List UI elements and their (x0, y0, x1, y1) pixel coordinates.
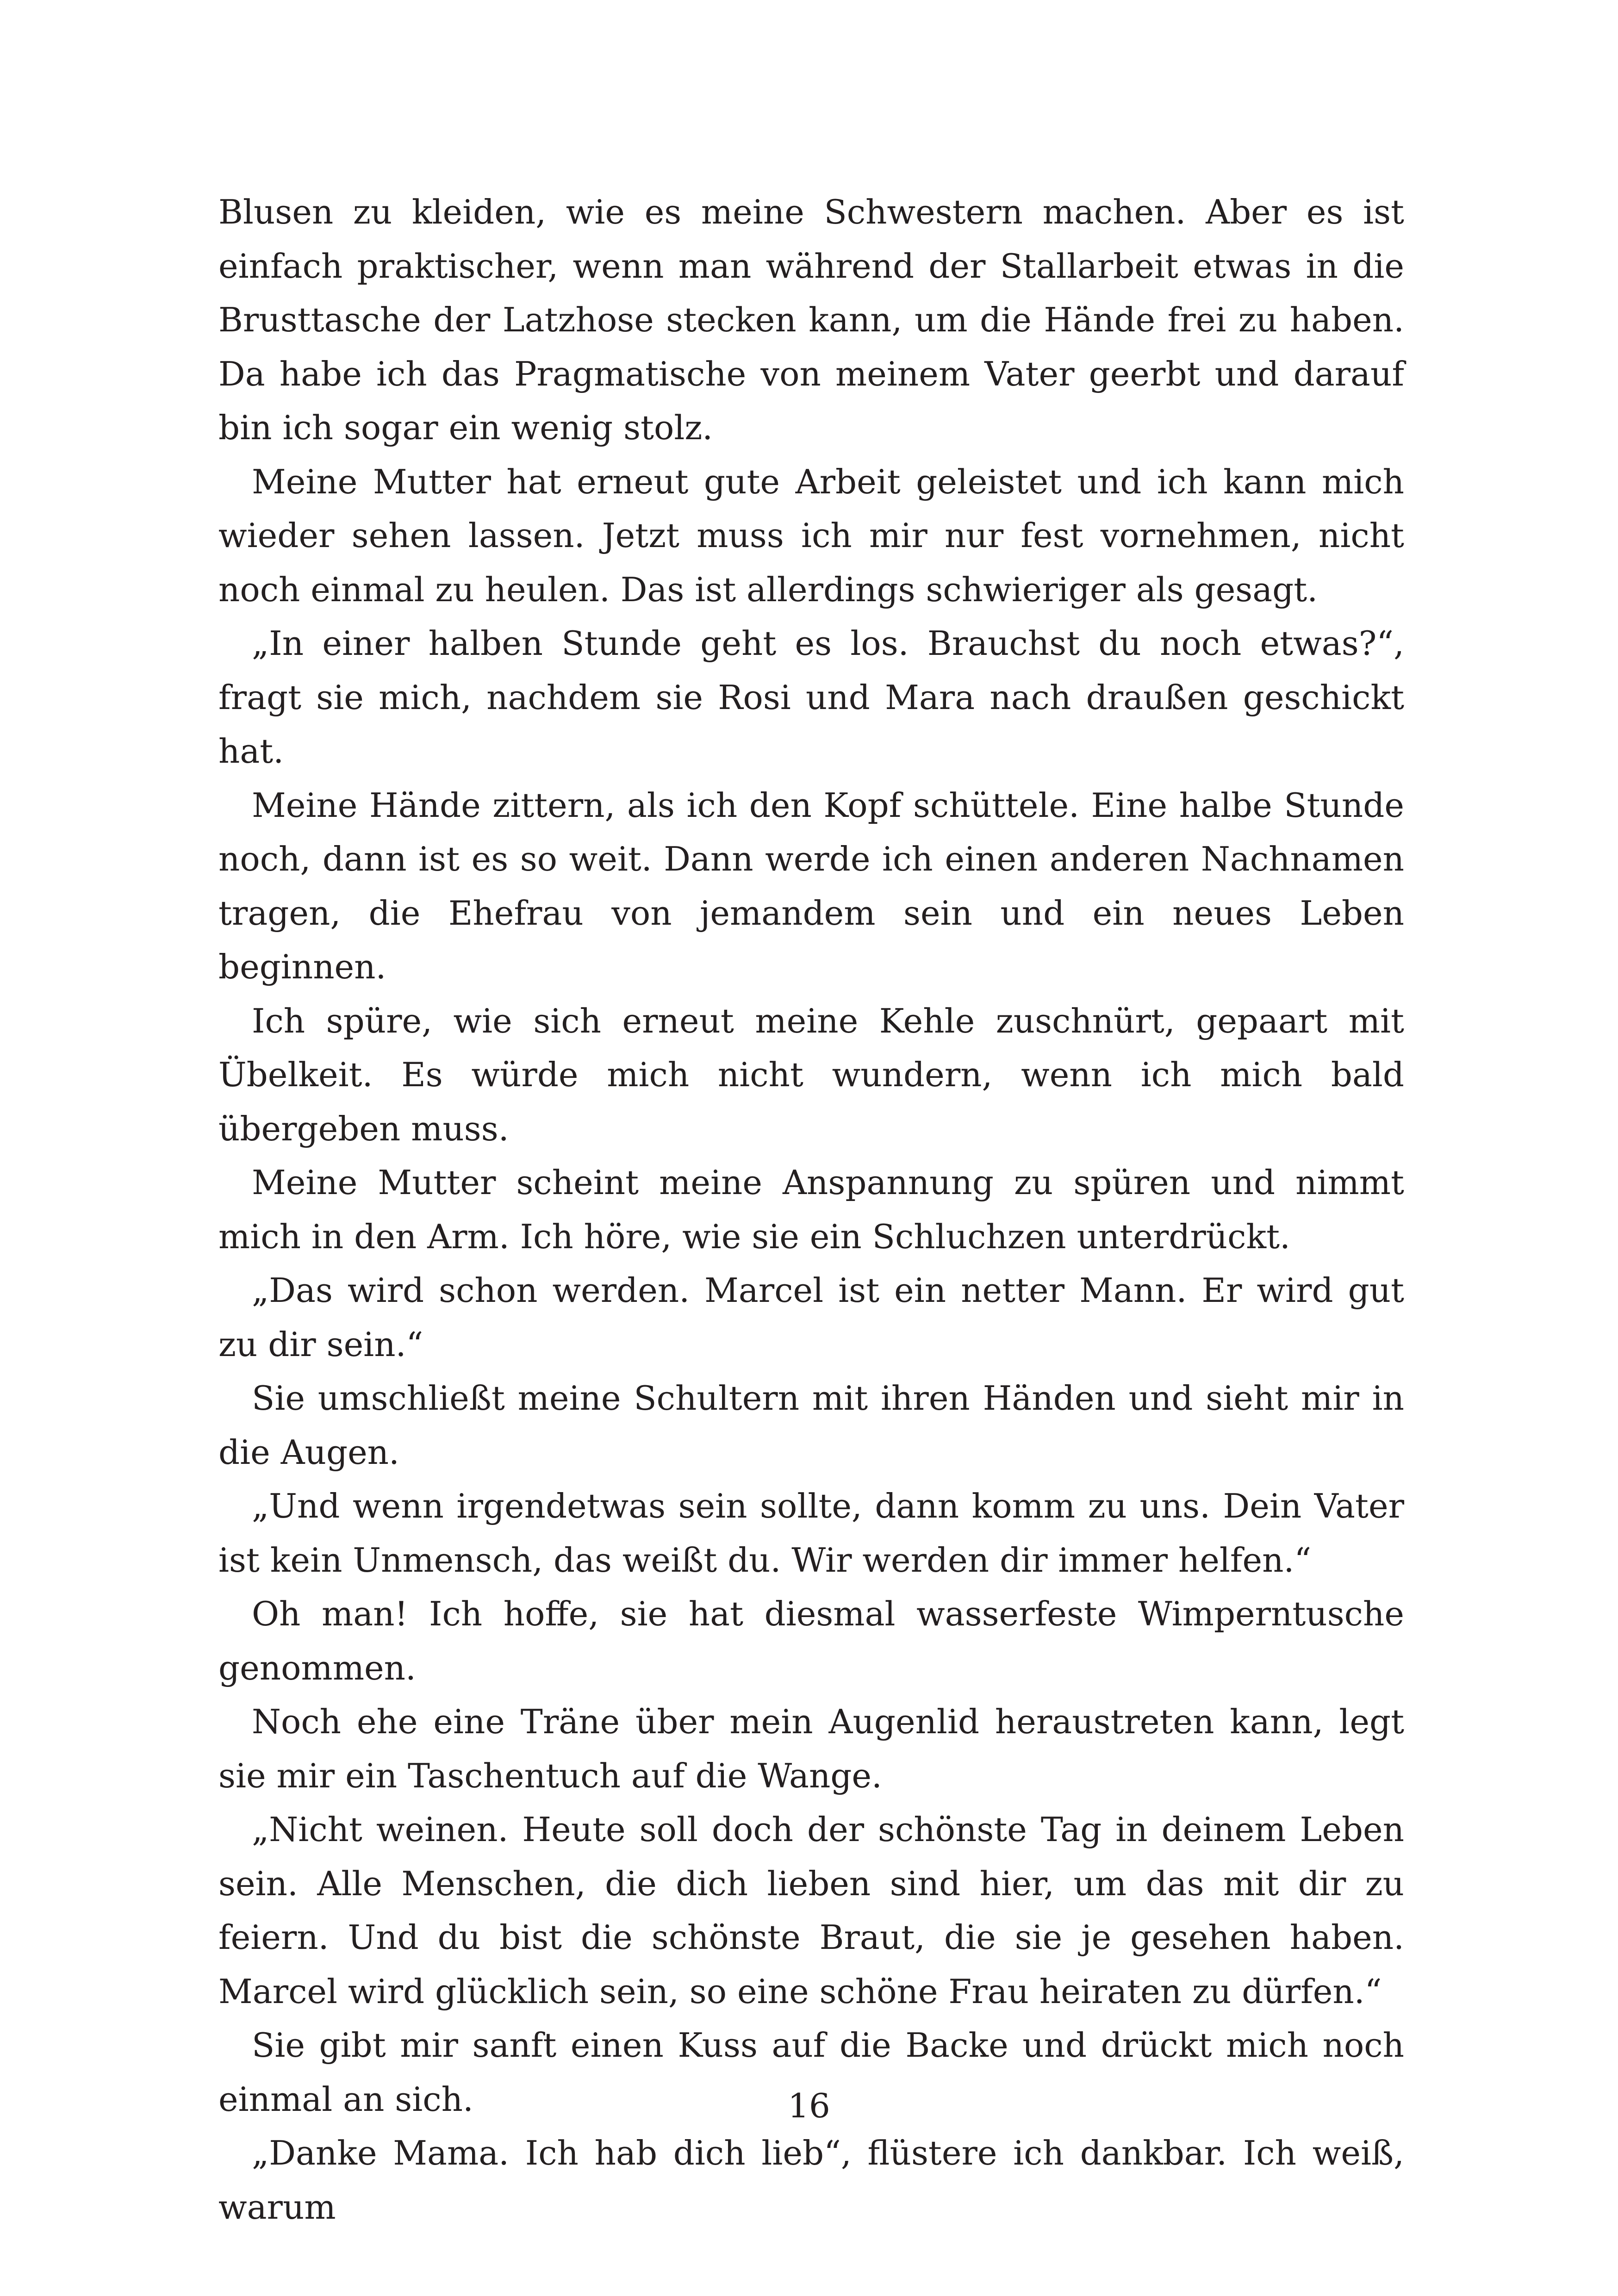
paragraph-8: Sie umschließt meine Schultern mit ihren Händen und sieht mir in die Augen. (218, 1379, 1404, 1472)
paragraph-6: Meine Mutter scheint meine Anspannung zu spüren und nimmt mich in den Arm. Ich höre, wie sie ein Schluchzen unterdrückt. (218, 1163, 1404, 1256)
page-number: 16 (788, 2086, 830, 2125)
paragraph-11: Noch ehe eine Träne über mein Augenlid heraustreten kann, legt sie mir ein Taschentuch auf die Wange. (218, 1702, 1404, 1795)
paragraph-10: Oh man! Ich hoffe, sie hat diesmal wasserfeste Wimperntusche genommen. (218, 1594, 1404, 1687)
paragraph-7: „Das wird schon werden. Marcel ist ein netter Mann. Er wird gut zu dir sein.“ (218, 1271, 1404, 1364)
paragraph-1: Blusen zu kleiden, wie es meine Schwestern machen. Aber es ist einfach praktischer, wenn man während der Stallarbeit etwas in die Brusttasche der Latzhose stecken kann, um die Hände frei zu haben. Da habe ich das Pragmatische von meinem Vater geerbt und darauf bin ich sogar ein wenig stolz. (218, 193, 1404, 447)
paragraph-3: „In einer halben Stunde geht es los. Brauchst du noch etwas?“, fragt sie mich, nachdem sie Rosi und Mara nach draußen geschickt hat. (218, 624, 1404, 771)
paragraph-5: Ich spüre, wie sich erneut meine Kehle zuschnürt, gepaart mit Übelkeit. Es würde mich nicht wundern, wenn ich mich bald übergeben muss. (218, 1001, 1404, 1148)
body-text (218, 185, 1404, 2234)
paragraph-4: Meine Hände zittern, als ich den Kopf schüttele. Eine halbe Stunde noch, dann ist es so weit. Dann werde ich einen anderen Nachnamen tragen, die Ehefrau von jemandem sein und ein neues Leben beginnen. (218, 785, 1404, 986)
paragraph-13: Sie gibt mir sanft einen Kuss auf die Backe und drückt mich noch einmal an sich. (218, 2026, 1404, 2119)
paragraph-12: „Nicht weinen. Heute soll doch der schönste Tag in deinem Leben sein. Alle Menschen, die dich lieben sind hier, um das mit dir zu feiern. Und du bist die schönste Braut, die sie je gesehen haben. Marcel wird glücklich sein, so eine schöne Frau heiraten zu dürfen.“ (218, 1810, 1404, 2011)
paragraph-2: Meine Mutter hat erneut gute Arbeit geleistet und ich kann mich wieder sehen lassen. Jetzt muss ich mir nur fest vornehmen, nicht noch einmal zu heulen. Das ist allerdings schwieriger als gesagt. (218, 462, 1404, 609)
paragraph-9: „Und wenn irgendetwas sein sollte, dann komm zu uns. Dein Vater ist kein Unmensch, das weißt du. Wir werden dir immer helfen.“ (218, 1487, 1404, 1580)
paragraph-14: „Danke Mama. Ich hab dich lieb“, flüstere ich dankbar. Ich weiß, warum (218, 2134, 1404, 2227)
